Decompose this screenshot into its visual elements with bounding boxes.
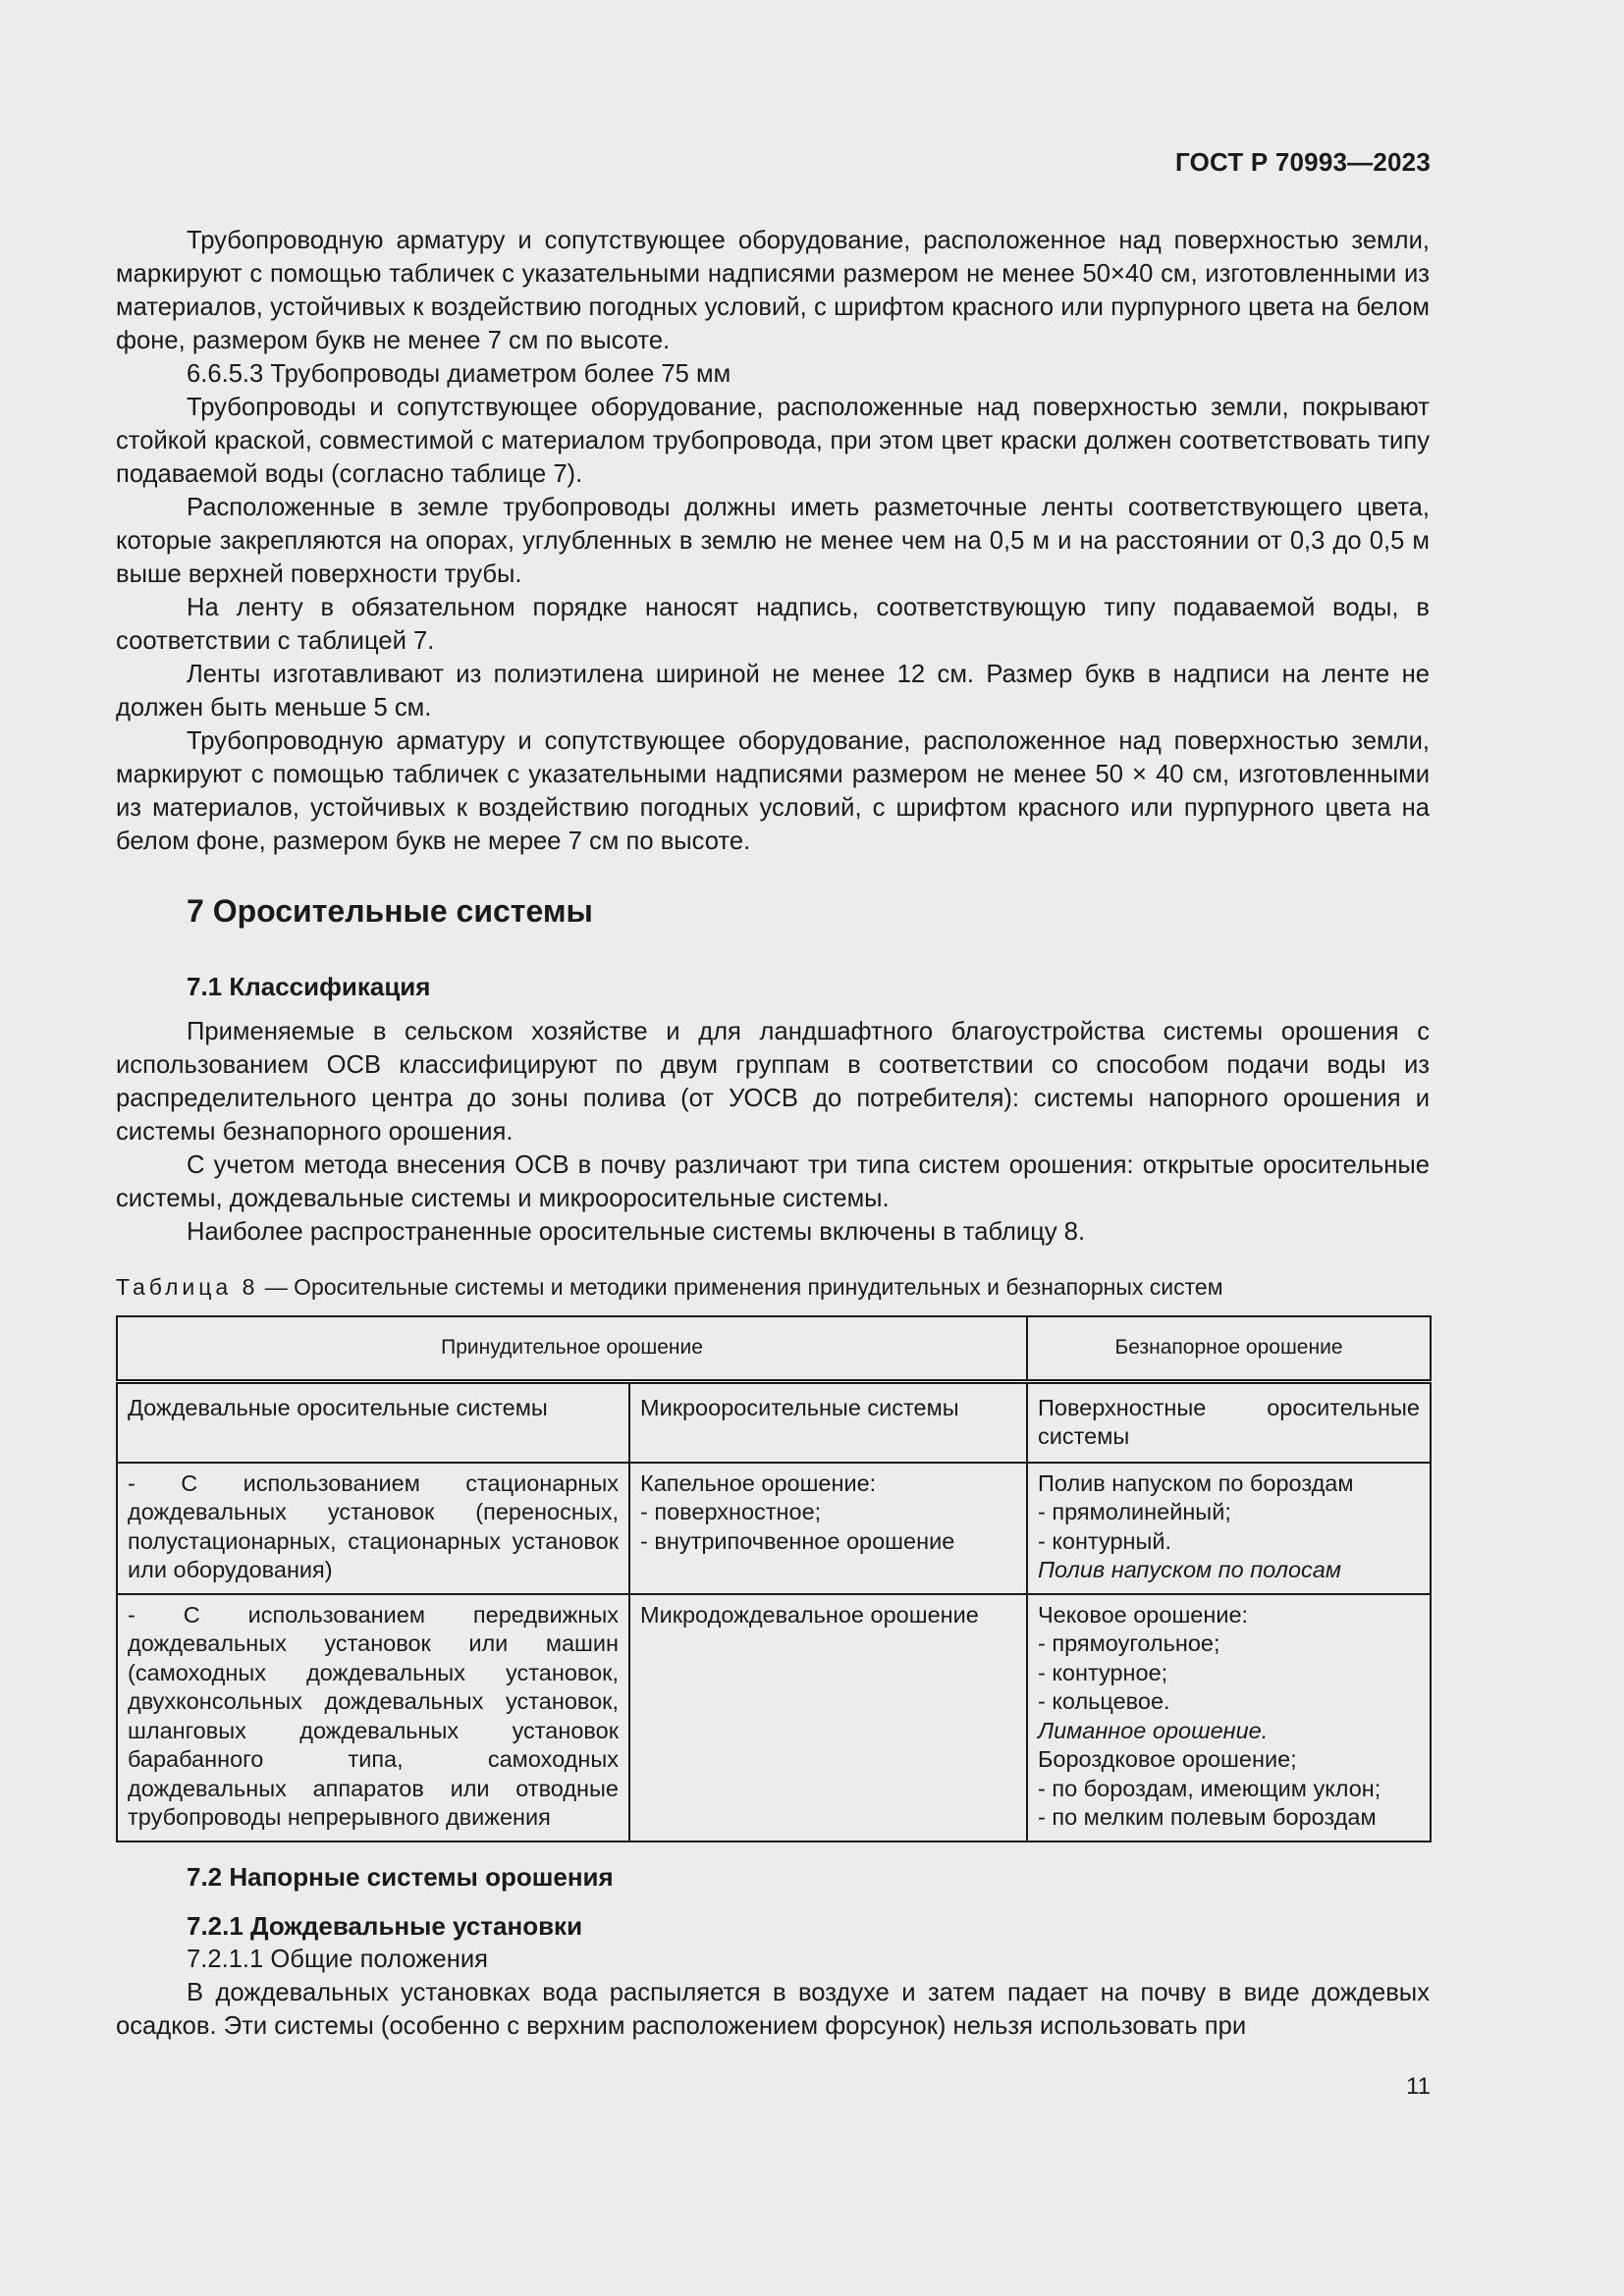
table-header-row bbox=[117, 1316, 1431, 1381]
paragraph: С учетом метода внесения ОСВ в почву различают три типа систем орошения: открытые оросительные системы, дождевальные системы и микрооросительные системы. bbox=[116, 1151, 1430, 1212]
cell-line-italic: Лиманное орошение. bbox=[1038, 1717, 1269, 1743]
page-number: 11 bbox=[1406, 2073, 1431, 2100]
table-cell: - С использованием передвижных дождевальных установок или машин (самоходных дождевальных установок, двухконсольных дождевальных установок, шланговых дождевальных установок барабанного типа, самоходных дождевальных аппаратов или отводные трубопроводы непрерывного движения bbox=[117, 1594, 629, 1842]
cell-line: Полив напуском по бороздам bbox=[1038, 1469, 1354, 1496]
cell-line: Капельное орошение: bbox=[640, 1469, 877, 1496]
table-cell bbox=[629, 1463, 1027, 1594]
cell-line: - контурное; bbox=[1038, 1659, 1168, 1685]
table-row bbox=[117, 1594, 1431, 1842]
cell-line: - по мелким полевым бороздам bbox=[1038, 1804, 1377, 1830]
paragraph: Трубопроводы и сопутствующее оборудование, расположенные над поверхностью земли, покрывают стойкой краской, совместимой с материалом трубопровода, при этом цвет краски должен соответствовать типу подаваемой воды (согласно таблице 7). bbox=[116, 394, 1430, 488]
cell-line: - контурный. bbox=[1038, 1527, 1172, 1554]
table-row bbox=[117, 1463, 1431, 1594]
document-code-header: ГОСТ Р 70993—2023 bbox=[1175, 147, 1431, 177]
column-header-micro: Микрооросительные системы bbox=[629, 1381, 1027, 1463]
cell-line: Чековое орошение: bbox=[1038, 1601, 1249, 1628]
cell-line-italic: Полив напуском по полосам bbox=[1038, 1557, 1341, 1582]
paragraph: Трубопроводную арматуру и сопутствующее оборудование, расположенное над поверхностью земли, маркируют с помощью табличек с указательными надписями размером не менее 50 × 40 см, изготовленными из материалов, устойчивых к воздействию погодных условий, с шрифтом красного или пурпурного цвета на белом фоне, размером букв не мерее 7 см по высоте. bbox=[116, 727, 1430, 855]
paragraph: Наиболее распространенные оросительные системы включены в таблицу 8. bbox=[187, 1218, 1086, 1246]
cell-line: - по бороздам, имеющим уклон; bbox=[1038, 1775, 1381, 1801]
table-cell bbox=[1027, 1594, 1431, 1842]
subsection-heading: 7.2 Напорные системы орошения bbox=[187, 1861, 614, 1892]
paragraph: Ленты изготавливают из полиэтилена шириной не менее 12 см. Размер букв в надписи на ленте не должен быть меньше 5 см. bbox=[116, 661, 1430, 721]
column-header-surface: Поверхностные оросительные системы bbox=[1027, 1381, 1431, 1463]
cell-line: - кольцевое. bbox=[1038, 1688, 1170, 1714]
subsection-heading: 7.1 Классификация bbox=[187, 972, 431, 1001]
table-caption-text: — Оросительные системы и методики применения принудительных и безнапорных систем bbox=[258, 1274, 1223, 1300]
table-cell: Микродождевальное орошение bbox=[629, 1594, 1027, 1842]
table-caption bbox=[116, 1272, 1430, 1302]
cell-line: - внутрипочвенное орошение bbox=[640, 1527, 955, 1554]
section-heading: 7 Оросительные системы bbox=[187, 893, 593, 929]
header-forced-irrigation: Принудительное орошение bbox=[117, 1316, 1027, 1381]
table-caption-label: Таблица 8 bbox=[116, 1274, 259, 1300]
header-gravity-irrigation: Безнапорное орошение bbox=[1027, 1316, 1431, 1381]
cell-line: - поверхностное; bbox=[640, 1499, 822, 1524]
clause-heading: 6.6.5.3 Трубопроводы диаметром более 75 мм bbox=[187, 360, 731, 388]
page-content bbox=[116, 224, 1430, 2043]
table-cell bbox=[1027, 1463, 1431, 1594]
paragraph: В дождевальных установках вода распыляется в воздухе и затем падает на почву в виде дождевых осадков. Эти системы (особенно с верхним расположением форсунок) нельзя использовать при bbox=[116, 1978, 1430, 2040]
table-cell: - С использованием стационарных дождевальных установок (переносных, полустационарных, стационарных установок или оборудования) bbox=[117, 1463, 629, 1594]
cell-line: Бороздковое орошение; bbox=[1038, 1746, 1297, 1772]
column-header-sprinkler: Дождевальные оросительные системы bbox=[117, 1381, 629, 1463]
table-8 bbox=[116, 1315, 1432, 1842]
cell-line: - прямоугольное; bbox=[1038, 1630, 1220, 1656]
table-subheader-row bbox=[117, 1381, 1431, 1463]
subsubsection-heading: 7.2.1 Дождевальные установки bbox=[187, 1910, 583, 1941]
paragraph: Трубопроводную арматуру и сопутствующее оборудование, расположенное над поверхностью земли, маркируют с помощью табличек с указательными надписями размером не менее 50×40 см, изготовленными из материалов, устойчивых к воздействию погодных условий, с шрифтом красного или пурпурного цвета на белом фоне, размером букв не менее 7 см по высоте. bbox=[116, 227, 1430, 354]
clause-heading: 7.2.1.1 Общие положения bbox=[187, 1945, 488, 1973]
paragraph: На ленту в обязательном порядке наносят надпись, соответствующую типу подаваемой воды, в соответствии с таблицей 7. bbox=[116, 594, 1430, 655]
paragraph: Применяемые в сельском хозяйстве и для ландшафтного благоустройства системы орошения с использованием ОСВ классифицируют по двум группам в соответствии со способом подачи воды из распределительного центра до зоны полива (от УОСВ до потребителя): системы напорного орошения и системы безнапорного орошения. bbox=[116, 1018, 1430, 1146]
paragraph: Расположенные в земле трубопроводы должны иметь разметочные ленты соответствующего цвета, которые закрепляются на опорах, углубленных в землю не менее чем на 0,5 м и на расстоянии от 0,3 до 0,5 м выше верхней поверхности трубы. bbox=[116, 494, 1430, 588]
cell-line: - прямолинейный; bbox=[1038, 1499, 1231, 1524]
